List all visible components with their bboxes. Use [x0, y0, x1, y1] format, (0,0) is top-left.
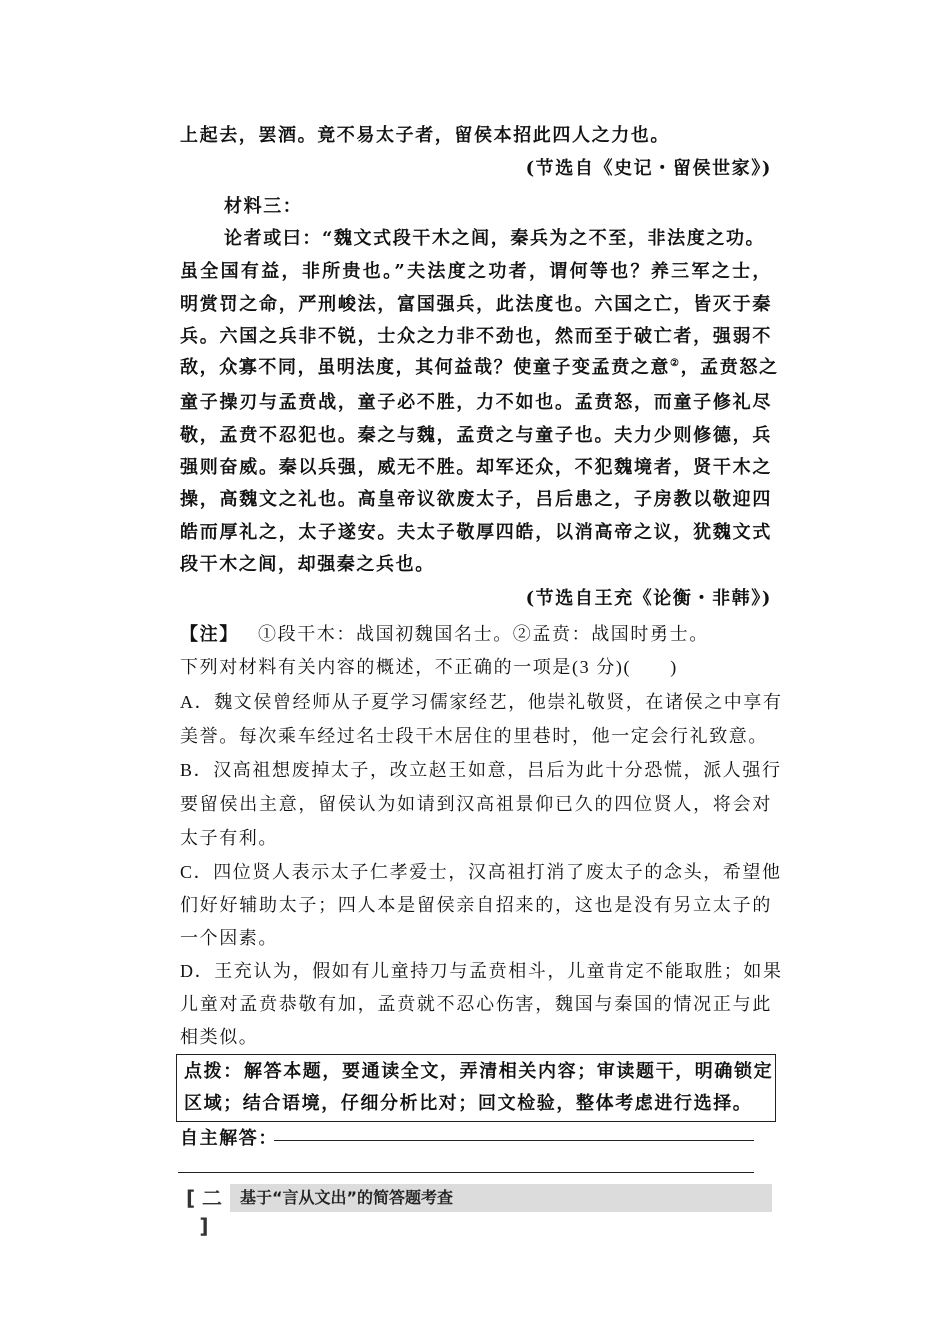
question-stem: 下列对材料有关内容的概述，不正确的一项是(3 分)( ): [180, 657, 678, 677]
material3-line-tail: ，孟贲怒之: [680, 357, 779, 378]
option-d-line: 相类似。: [180, 1027, 259, 1047]
option-d-line: D．王充认为，假如有儿童持刀与孟贲相斗，儿童肯定不能取胜；如果: [180, 961, 783, 981]
answer-label: 自主解答：: [180, 1128, 278, 1148]
answer-line[interactable]: [178, 1172, 754, 1173]
material3-line: 强则奋威。秦以兵强，威无不胜。却军还众，不犯魏境者，贤干木之: [180, 457, 772, 478]
material3-line: 虽全国有益，非所贵也。”夫法度之功者，谓何等也？养三军之士，: [180, 261, 772, 282]
note-text: ①段干木：战国初魏国名士。②孟贲：战国时勇士。: [258, 624, 709, 644]
option-d-line: 儿童对孟贲恭敬有加，孟贲就不忍心伤害，魏国与秦国的情况正与此: [180, 994, 772, 1014]
section-title: 基于“言从文出”的简答题考查: [240, 1188, 454, 1207]
note-label: 【注】: [180, 624, 239, 644]
hint-line: 区域；结合语境，仔细分析比对；回文检验，整体考虑进行选择。: [184, 1093, 753, 1114]
option-c-line: C．四位贤人表示太子仁孝爱士，汉高祖打消了废太子的念头，希望他: [180, 862, 782, 882]
material3-line: 童子操刃与孟贲战，童子必不胜，力不如也。孟贲怒，而童子修礼尽: [180, 392, 772, 413]
material3-line-text: 敌，众寡不同，虽明法度，其何益哉？使童子变孟贲之意: [180, 357, 670, 378]
option-b-line: 要留侯出主意，留侯认为如请到汉高祖景仰已久的四位贤人，将会对: [180, 794, 772, 814]
material3-line: [180, 352, 779, 384]
material3-heading: 材料三：: [224, 196, 303, 217]
option-b-line: 太子有利。: [180, 828, 278, 848]
option-c-line: 一个因素。: [180, 928, 278, 948]
source-citation-1: (节选自《史记・留侯世家》): [525, 158, 772, 179]
source-citation-2: (节选自王充《论衡・非韩》): [525, 588, 772, 609]
option-b-line: B．汉高祖想废掉太子，改立赵王如意，吕后为此十分恐慌，派人强行: [180, 760, 782, 780]
footnote-marker: ②: [670, 358, 681, 369]
hint-line: 解答本题，要通读全文，弄清相关内容；审读题干，明确锁定: [244, 1061, 774, 1082]
passage-continuation: 上起去，罢酒。竟不易太子者，留侯本招此四人之力也。: [180, 125, 670, 146]
material3-line: 皓而厚礼之，太子遂安。夫太子敬厚四皓，以消高帝之议，犹魏文式: [180, 522, 772, 543]
answer-line[interactable]: [274, 1140, 754, 1141]
material3-line: 敬，孟贲不忍犯也。秦之与魏，孟贲之与童子也。夫力少则修德，兵: [180, 425, 772, 446]
material3-line: 兵。六国之兵非不锐，士众之力非不劲也，然而至于破亡者，强弱不: [180, 326, 772, 347]
material3-line: 论者或曰：“魏文式段干木之闾，秦兵为之不至，非法度之功。: [224, 228, 766, 249]
section-number: [ 二 ]: [178, 1184, 230, 1212]
material3-line: 段干木之闾，却强秦之兵也。: [180, 554, 435, 575]
option-c-line: 们好好辅助太子；四人本是留侯亲自招来的，这也是没有另立太子的: [180, 895, 772, 915]
hint-label: 点拨：: [184, 1061, 243, 1082]
material3-line: 操，高魏文之礼也。高皇帝议欲废太子，吕后患之，子房教以敬迎四: [180, 489, 772, 510]
option-a-line: A．魏文侯曾经师从子夏学习儒家经艺，他崇礼敬贤，在诸侯之中享有: [180, 692, 783, 712]
material3-line: 明赏罚之命，严刑峻法，富国强兵，此法度也。六国之亡，皆灭于秦: [180, 294, 772, 315]
option-a-line: 美誉。每次乘车经过名士段干木居住的里巷时，他一定会行礼致意。: [180, 726, 768, 746]
